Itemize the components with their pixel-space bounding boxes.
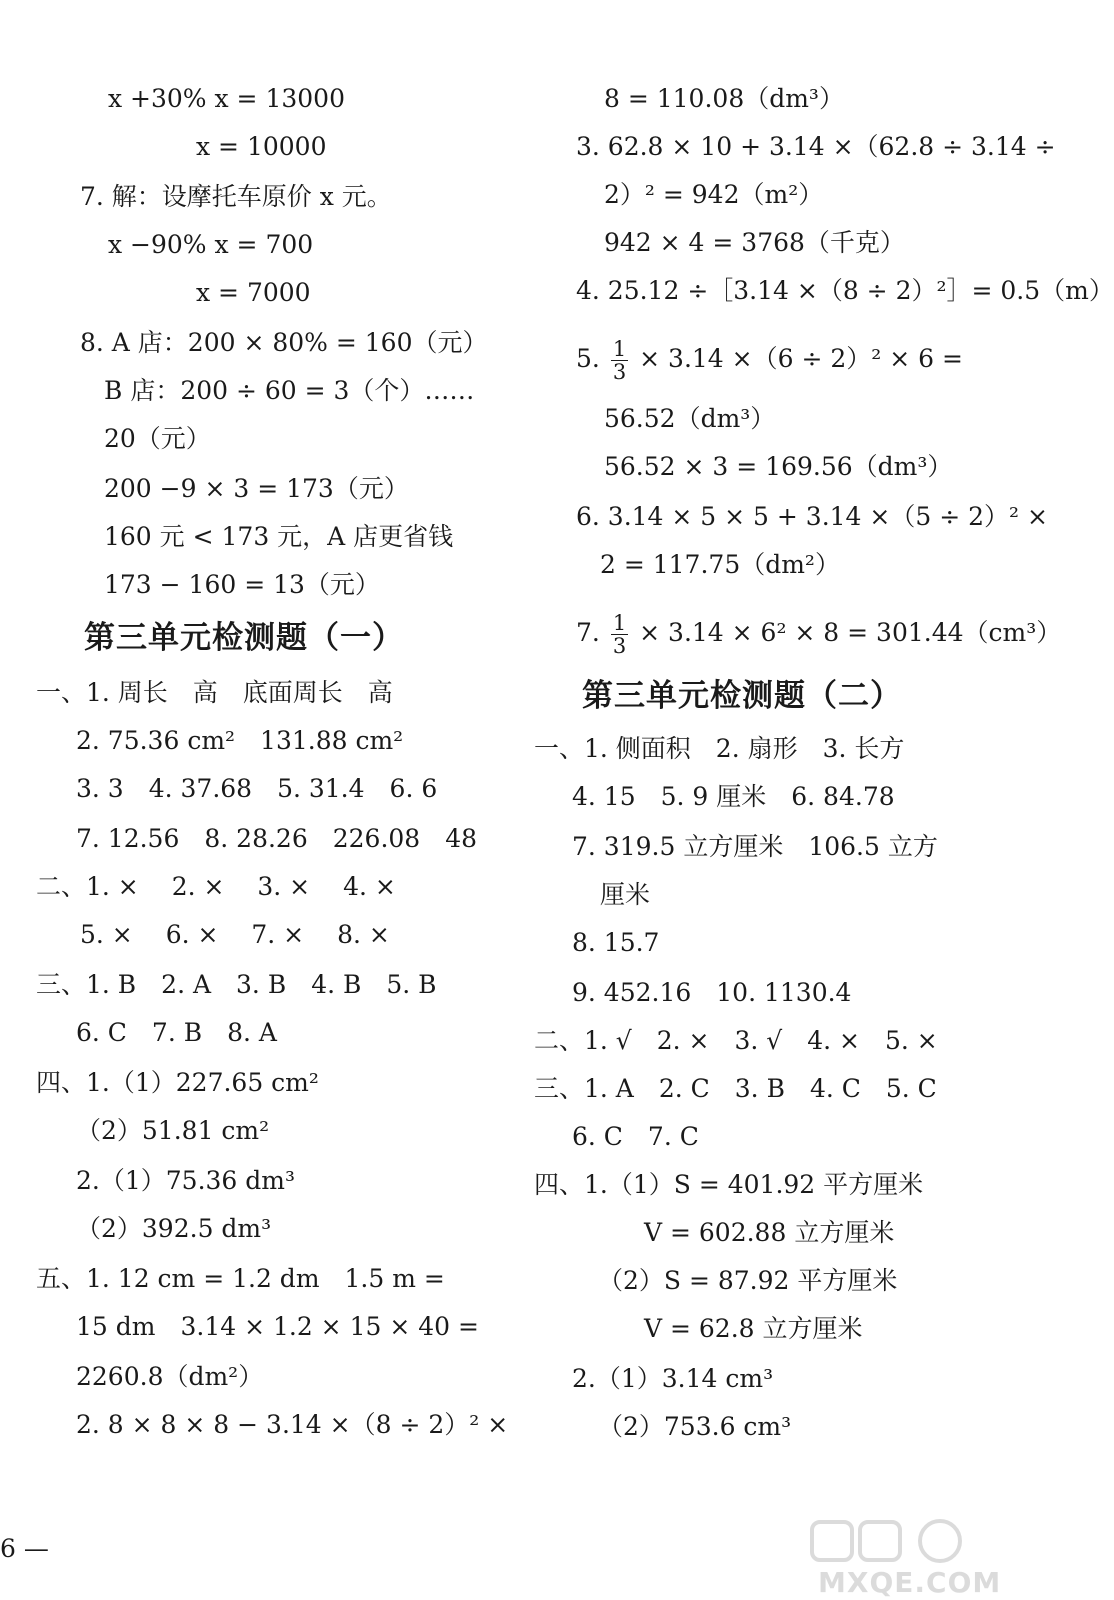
answer-line: （2）51.81 cm²: [76, 1116, 270, 1145]
fraction: [611, 338, 628, 383]
answer-line: 8 = 110.08（dm³）: [604, 84, 844, 113]
answer-line: 三、1. A 2. C 3. B 4. C 5. C: [534, 1074, 937, 1103]
fraction-numerator: 1: [612, 611, 627, 635]
answer-line: （2）S = 87.92 平方厘米: [598, 1266, 898, 1295]
fraction-denominator: 3: [612, 634, 627, 658]
answer-line: 6. 3.14 × 5 × 5 + 3.14 ×（5 ÷ 2）² ×: [576, 502, 1048, 531]
item-number: 7.: [576, 618, 600, 647]
answer-line: 一、1. 周长 高 底面周长 高: [36, 678, 393, 707]
answer-line: （2）753.6 cm³: [598, 1412, 792, 1441]
answer-line: 2 = 117.75（dm²）: [600, 550, 840, 579]
answer-line: V = 602.88 立方厘米: [644, 1218, 895, 1247]
answer-line: 20（元）: [104, 424, 211, 453]
fraction: [611, 612, 628, 657]
answer-line: 四、1.（1）227.65 cm²: [36, 1068, 319, 1097]
expression-text: × 3.14 ×（6 ÷ 2）² × 6 =: [639, 344, 963, 373]
answer-line: 二、1. × 2. × 3. × 4. ×: [36, 872, 396, 901]
answer-line: 160 元 < 173 元，A 店更省钱: [104, 522, 454, 551]
answer-line: 8. A 店：200 × 80% = 160（元）: [80, 328, 488, 357]
answer-line: 2.（1）75.36 dm³: [76, 1166, 296, 1195]
page-number: 6 —: [0, 1534, 49, 1563]
item-number: 5.: [576, 344, 600, 373]
answer-line: 15 dm 3.14 × 1.2 × 15 × 40 =: [76, 1312, 479, 1341]
answer-line: x = 10000: [196, 132, 327, 161]
answer-line: 7. 12.56 8. 28.26 226.08 48: [76, 824, 478, 853]
answer-line: 7. 解：设摩托车原价 x 元。: [80, 182, 392, 211]
answer-line: x −90% x = 700: [108, 230, 314, 259]
answer-line: 7. 319.5 立方厘米 106.5 立方: [572, 832, 938, 861]
answer-line: 942 × 4 = 3768（千克）: [604, 228, 905, 257]
fraction-answer-line: [576, 338, 963, 383]
answer-line: 6. C 7. B 8. A: [76, 1018, 277, 1047]
answer-line: 厘米: [600, 880, 651, 909]
answer-line: x = 7000: [196, 278, 311, 307]
answer-line: 四、1.（1）S = 401.92 平方厘米: [534, 1170, 924, 1199]
answer-line: （2）392.5 dm³: [76, 1214, 272, 1243]
answer-line: 200 −9 × 3 = 173（元）: [104, 474, 409, 503]
answer-line: 4. 15 5. 9 厘米 6. 84.78: [572, 782, 895, 811]
answer-line: 2. 75.36 cm² 131.88 cm²: [76, 726, 404, 755]
answer-line: 3. 3 4. 37.68 5. 31.4 6. 6: [76, 774, 438, 803]
answer-line: 2）² = 942（m²）: [604, 180, 824, 209]
answer-line: 2.（1）3.14 cm³: [572, 1364, 774, 1393]
answer-line: V = 62.8 立方厘米: [644, 1314, 863, 1343]
answer-line: 56.52（dm³）: [604, 404, 776, 433]
watermark-logo-icon: [810, 1518, 980, 1564]
section-heading-unit3-test1: 第三单元检测题（一）: [84, 620, 404, 656]
answer-line: 9. 452.16 10. 1130.4: [572, 978, 852, 1007]
fraction-denominator: 3: [612, 360, 627, 384]
answer-line: 4. 25.12 ÷［3.14 ×（8 ÷ 2）²］= 0.5（m）: [576, 276, 1114, 305]
expression-text: × 3.14 × 6² × 8 = 301.44（cm³）: [639, 618, 1062, 647]
answer-line: 6. C 7. C: [572, 1122, 699, 1151]
fraction-answer-line: [576, 612, 1061, 657]
answer-line: 三、1. B 2. A 3. B 4. B 5. B: [36, 970, 437, 999]
answer-line: 一、1. 侧面积 2. 扇形 3. 长方: [534, 734, 905, 763]
answer-line: 173 − 160 = 13（元）: [104, 570, 380, 599]
answer-line: 2. 8 × 8 × 8 − 3.14 ×（8 ÷ 2）² ×: [76, 1410, 509, 1439]
answer-line: 五、1. 12 cm = 1.2 dm 1.5 m =: [36, 1264, 445, 1293]
fraction-numerator: 1: [612, 337, 627, 361]
answer-line: 二、1. √ 2. × 3. √ 4. × 5. ×: [534, 1026, 938, 1055]
answer-line: 2260.8（dm²）: [76, 1362, 264, 1391]
answer-line: 5. × 6. × 7. × 8. ×: [80, 920, 390, 949]
watermark-text: MXQE.COM: [818, 1566, 1002, 1599]
answer-line: B 店：200 ÷ 60 = 3（个）……: [104, 376, 475, 405]
watermark: [810, 1518, 1002, 1599]
section-heading-unit3-test2: 第三单元检测题（二）: [582, 678, 902, 714]
answer-line: x +30% x = 13000: [108, 84, 345, 113]
answer-line: 8. 15.7: [572, 928, 660, 957]
answer-line: 56.52 × 3 = 169.56（dm³）: [604, 452, 953, 481]
answer-line: 3. 62.8 × 10 + 3.14 ×（62.8 ÷ 3.14 ÷: [576, 132, 1056, 161]
